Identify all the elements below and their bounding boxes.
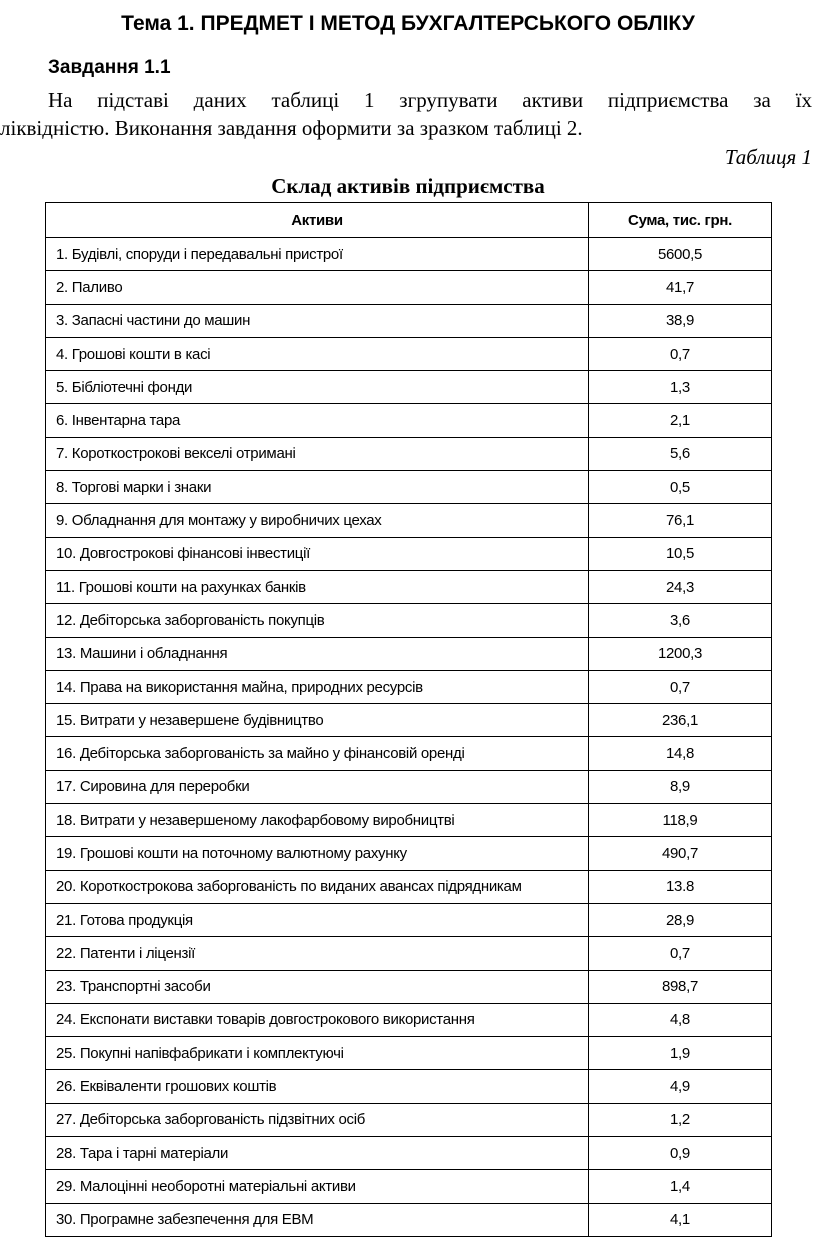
- asset-sum-cell: 10,5: [589, 537, 772, 570]
- asset-sum-cell: 13.8: [589, 870, 772, 903]
- asset-sum-cell: 76,1: [589, 504, 772, 537]
- task-title: Завдання 1.1: [48, 57, 171, 78]
- asset-name-cell: 24. Експонати виставки товарів довгострокового використання: [46, 1003, 589, 1036]
- table-row: [46, 937, 772, 970]
- asset-sum-cell: 3,6: [589, 604, 772, 637]
- asset-name-cell: 25. Покупні напівфабрикати і комплектуючі: [46, 1037, 589, 1070]
- asset-sum-cell: 2,1: [589, 404, 772, 437]
- asset-name-cell: 17. Сировина для переробки: [46, 770, 589, 803]
- asset-name-cell: 15. Витрати у незавершене будівництво: [46, 704, 589, 737]
- table-row: [46, 1203, 772, 1236]
- asset-sum-cell: 41,7: [589, 271, 772, 304]
- table-row: [46, 1137, 772, 1170]
- task-text-line-1: На підставі даних таблиці 1 згрупувати активи підприємства за їх: [48, 88, 812, 112]
- asset-sum-cell: 5,6: [589, 437, 772, 470]
- table-row: [46, 371, 772, 404]
- asset-sum-cell: 8,9: [589, 770, 772, 803]
- table-row: [46, 1103, 772, 1136]
- asset-sum-cell: 4,9: [589, 1070, 772, 1103]
- asset-name-cell: 14. Права на використання майна, природних ресурсів: [46, 670, 589, 703]
- asset-name-cell: 21. Готова продукція: [46, 903, 589, 936]
- table-row: [46, 404, 772, 437]
- asset-name-cell: 20. Короткострокова заборгованість по виданих авансах підрядникам: [46, 870, 589, 903]
- asset-sum-cell: 4,8: [589, 1003, 772, 1036]
- asset-sum-cell: 236,1: [589, 704, 772, 737]
- asset-sum-cell: 1,2: [589, 1103, 772, 1136]
- header-assets: Активи: [46, 203, 589, 238]
- table-row: [46, 670, 772, 703]
- asset-sum-cell: 0,7: [589, 337, 772, 370]
- asset-name-cell: 9. Обладнання для монтажу у виробничих цехах: [46, 504, 589, 537]
- table-row: [46, 804, 772, 837]
- asset-name-cell: 6. Інвентарна тара: [46, 404, 589, 437]
- table-heading: Склад активів підприємства: [271, 174, 545, 198]
- asset-sum-cell: 24,3: [589, 570, 772, 603]
- table-row: [46, 271, 772, 304]
- asset-name-cell: 30. Програмне забезпечення для ЕВМ: [46, 1203, 589, 1236]
- asset-sum-cell: 5600,5: [589, 238, 772, 271]
- asset-name-cell: 1. Будівлі, споруди і передавальні пристрої: [46, 238, 589, 271]
- asset-sum-cell: 118,9: [589, 804, 772, 837]
- asset-name-cell: 18. Витрати у незавершеному лакофарбовому виробництві: [46, 804, 589, 837]
- asset-name-cell: 19. Грошові кошти на поточному валютному рахунку: [46, 837, 589, 870]
- asset-name-cell: 27. Дебіторська заборгованість підзвітних осіб: [46, 1103, 589, 1136]
- asset-sum-cell: 0,5: [589, 471, 772, 504]
- table-row: [46, 537, 772, 570]
- asset-name-cell: 26. Еквіваленти грошових коштів: [46, 1070, 589, 1103]
- asset-sum-cell: 38,9: [589, 304, 772, 337]
- asset-name-cell: 16. Дебіторська заборгованість за майно у фінансовій оренді: [46, 737, 589, 770]
- asset-name-cell: 10. Довгострокові фінансові інвестиції: [46, 537, 589, 570]
- asset-name-cell: 5. Бібліотечні фонди: [46, 371, 589, 404]
- table-row: [46, 238, 772, 271]
- table-row: [46, 437, 772, 470]
- asset-sum-cell: 0,7: [589, 670, 772, 703]
- table-row: [46, 970, 772, 1003]
- asset-name-cell: 28. Тара і тарні матеріали: [46, 1137, 589, 1170]
- asset-name-cell: 4. Грошові кошти в касі: [46, 337, 589, 370]
- asset-name-cell: 8. Торгові марки і знаки: [46, 471, 589, 504]
- table-row: [46, 570, 772, 603]
- asset-name-cell: 23. Транспортні засоби: [46, 970, 589, 1003]
- asset-sum-cell: 1200,3: [589, 637, 772, 670]
- table-row: [46, 637, 772, 670]
- asset-sum-cell: 0,7: [589, 937, 772, 970]
- table-row: [46, 304, 772, 337]
- table-row: [46, 1070, 772, 1103]
- asset-name-cell: 11. Грошові кошти на рахунках банків: [46, 570, 589, 603]
- table-row: [46, 870, 772, 903]
- asset-sum-cell: 1,9: [589, 1037, 772, 1070]
- asset-name-cell: 3. Запасні частини до машин: [46, 304, 589, 337]
- asset-name-cell: 22. Патенти і ліцензії: [46, 937, 589, 970]
- table-row: [46, 504, 772, 537]
- table-row: [46, 1170, 772, 1203]
- table-row: [46, 903, 772, 936]
- header-sum: Сума, тис. грн.: [589, 203, 772, 238]
- table-row: [46, 471, 772, 504]
- table-row: [46, 704, 772, 737]
- theme-title: Тема 1. ПРЕДМЕТ І МЕТОД БУХГАЛТЕРСЬКОГО ОБЛІКУ: [121, 12, 695, 35]
- asset-name-cell: 29. Малоцінні необоротні матеріальні активи: [46, 1170, 589, 1203]
- table-row: [46, 837, 772, 870]
- table-row: [46, 337, 772, 370]
- asset-name-cell: 13. Машини і обладнання: [46, 637, 589, 670]
- table-row: [46, 737, 772, 770]
- table-row: [46, 604, 772, 637]
- task-text-line-2: ліквідністю. Виконання завдання оформити за зразком таблиці 2.: [0, 116, 583, 140]
- asset-sum-cell: 490,7: [589, 837, 772, 870]
- asset-sum-cell: 1,4: [589, 1170, 772, 1203]
- table-caption: Таблиця 1: [724, 145, 812, 169]
- table-row: [46, 1037, 772, 1070]
- asset-name-cell: 12. Дебіторська заборгованість покупців: [46, 604, 589, 637]
- table-header-row: [46, 203, 772, 238]
- asset-sum-cell: 1,3: [589, 371, 772, 404]
- table-body: [46, 238, 772, 1237]
- asset-name-cell: 2. Паливо: [46, 271, 589, 304]
- asset-sum-cell: 4,1: [589, 1203, 772, 1236]
- table-row: [46, 770, 772, 803]
- assets-table: [45, 202, 772, 1237]
- asset-sum-cell: 14,8: [589, 737, 772, 770]
- asset-sum-cell: 28,9: [589, 903, 772, 936]
- asset-sum-cell: 0,9: [589, 1137, 772, 1170]
- table-row: [46, 1003, 772, 1036]
- asset-sum-cell: 898,7: [589, 970, 772, 1003]
- task-text: [0, 86, 812, 142]
- asset-name-cell: 7. Короткострокові векселі отримані: [46, 437, 589, 470]
